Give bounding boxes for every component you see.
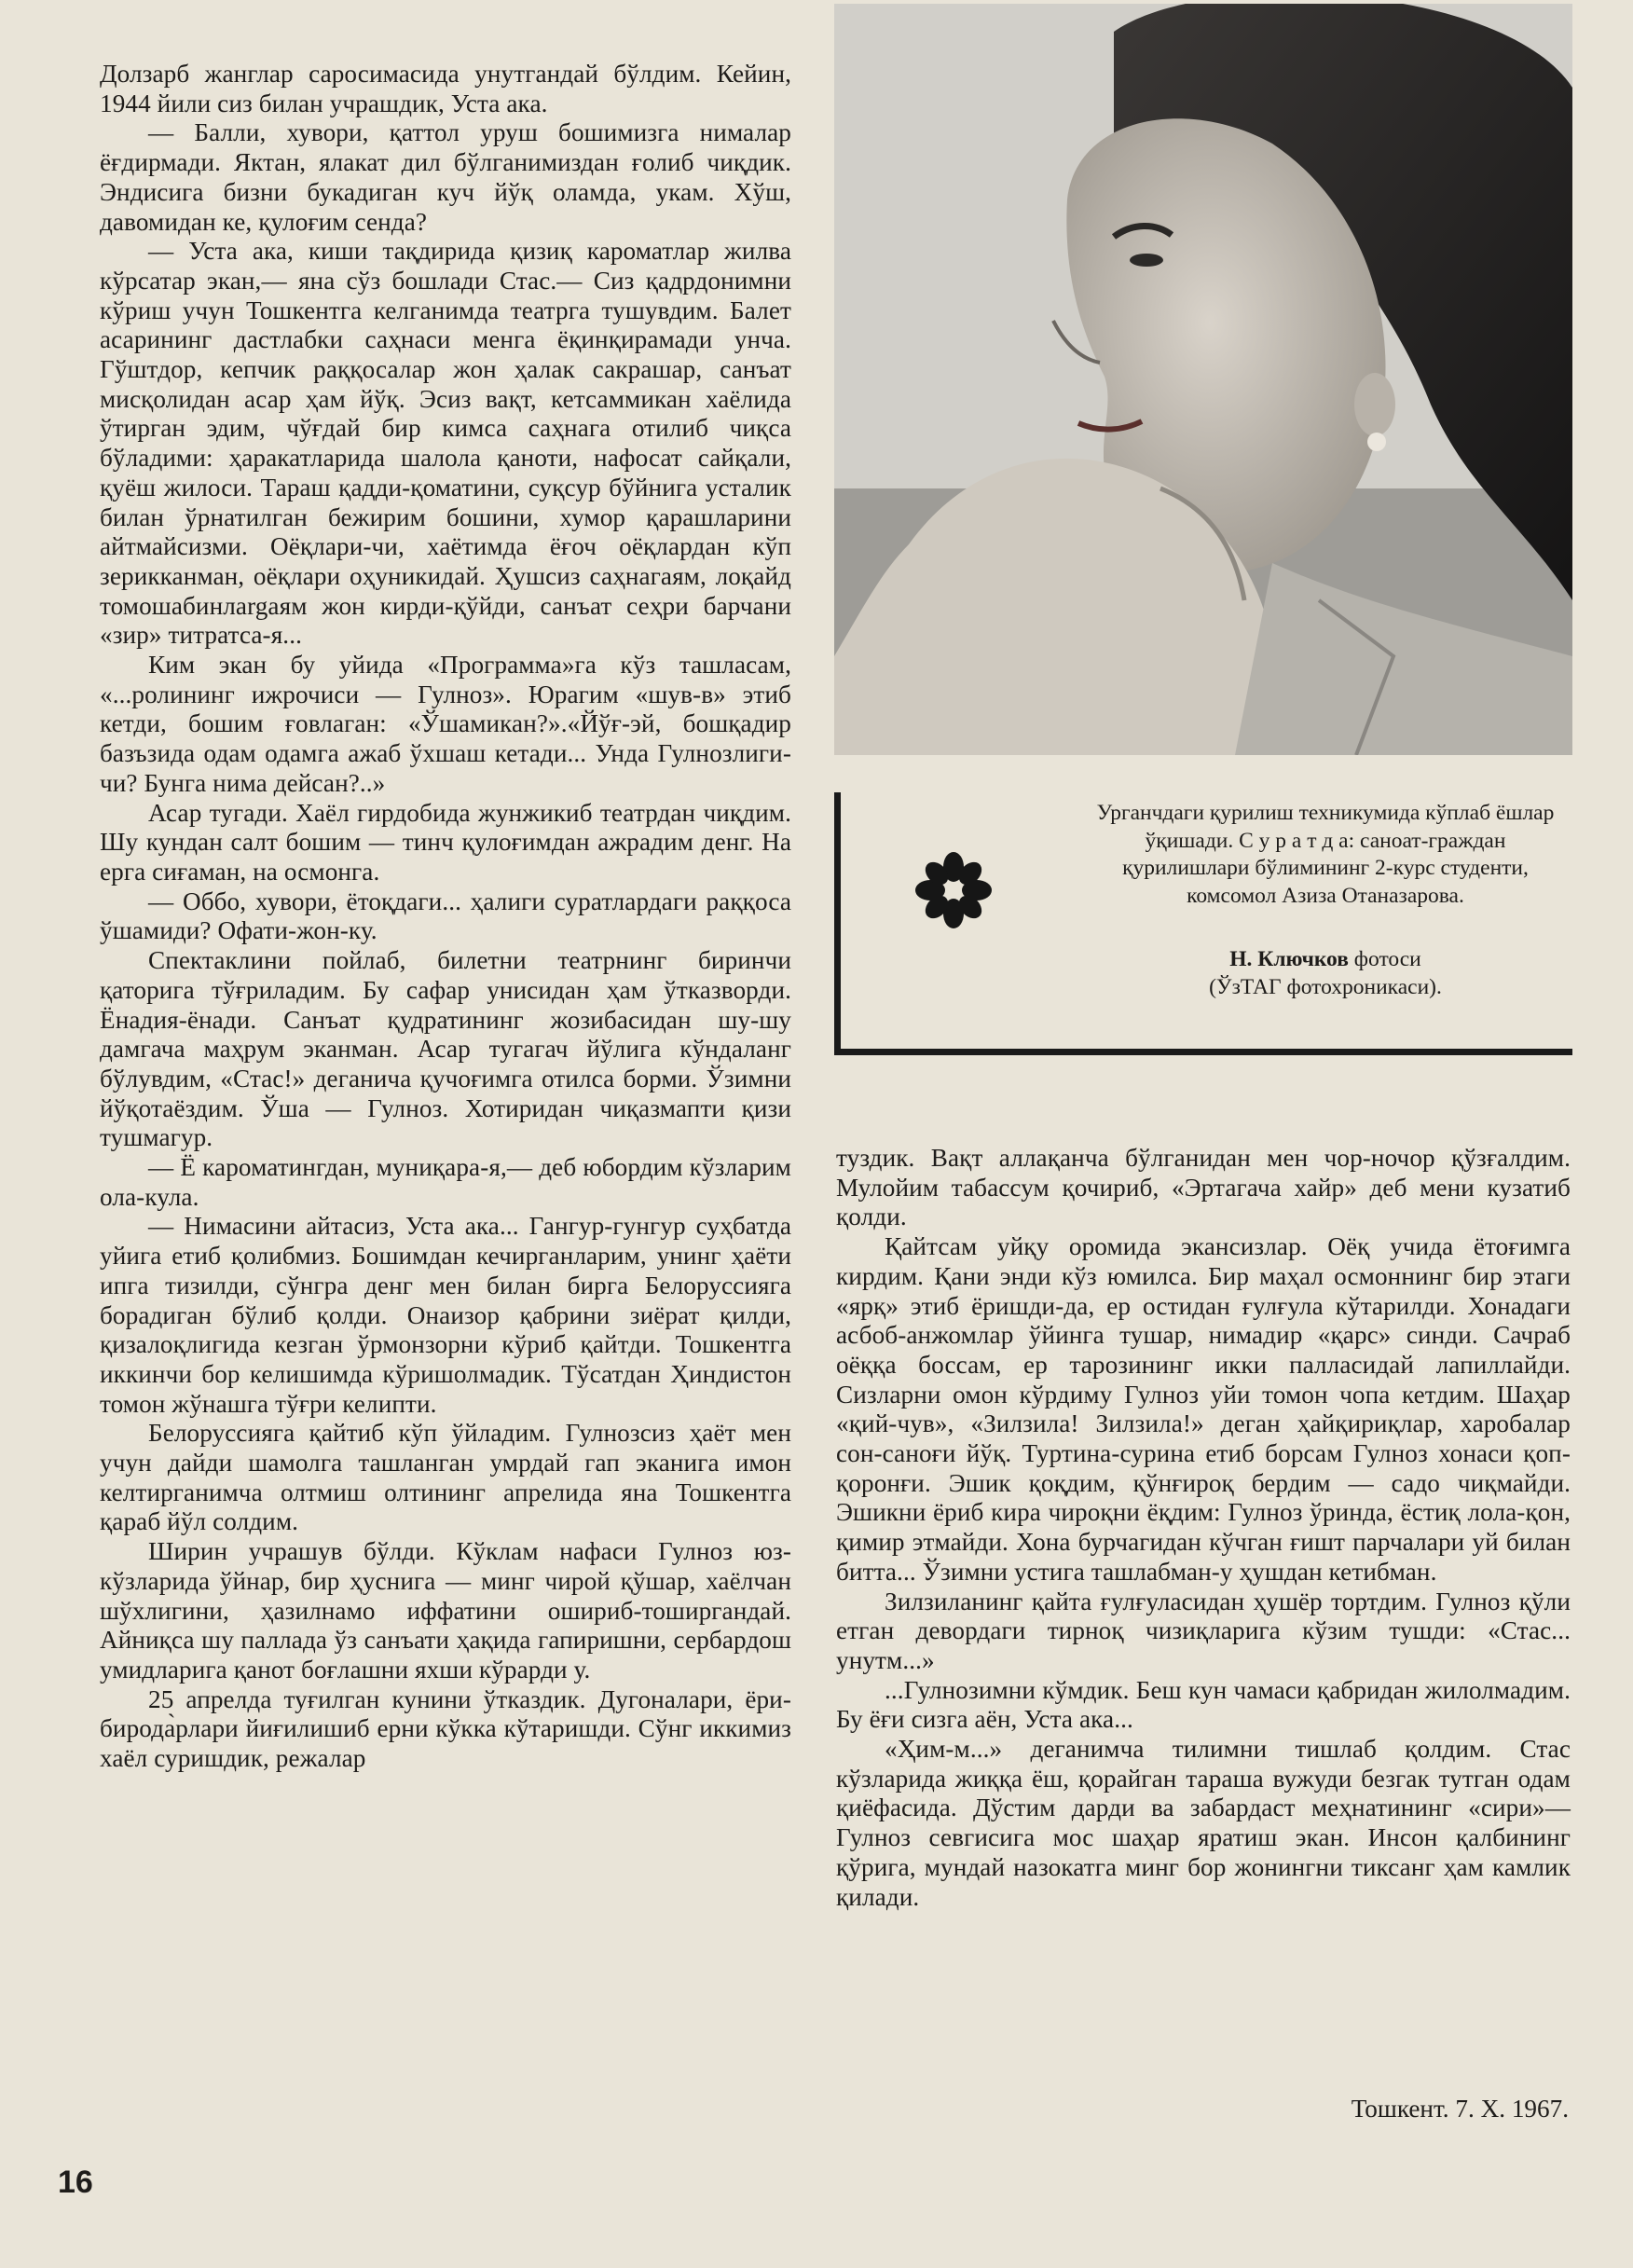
paragraph-14: Зилзиланинг қайта ғулғуласидан ҳушёр тортдим. Гулноз қўли етган девордаги тирноқ чизиқларига кўзим тушди: «Стас... унутм...» <box>836 1587 1571 1674</box>
photo-credit <box>1092 946 1558 1001</box>
article-signoff: Тошкент. 7. X. 1967. <box>1351 2095 1569 2123</box>
portrait-photo <box>834 4 1572 755</box>
paragraph-1: — Балли, хувори, қаттол уруш бошимизга нималар ёғдирмади. Яктан, ялакат дил бўлганимиздан ғолиб чиқдик. Эндисига бизни букадиган куч йўқ оламда, укам. Хўш, давомидан ке, қулоғим сенда? <box>100 118 791 236</box>
paragraph-12: туздик. Вақт аллақанча бўлганидан мен чор-ночор қўзғалдим. Мулойим табассум қочириб, «Эртагача хайр» деб мени кузатиб қолди. <box>836 1144 1571 1231</box>
photo-caption-box <box>834 792 1572 1055</box>
paragraph-5: — Оббо, хувори, ётоқдаги... ҳалиги суратлардаги раққоса ўшамиди? Офати-жон-ку. <box>100 887 791 945</box>
paragraph-9: Белоруссияга қайтиб кўп ўйладим. Гулнозсиз ҳаёт мен учун дайди шамолга ташланган умрдай гап эканига имон келтирганимча олтмиш олтининг апрелида яна Тошкентга қараб йўл солдим. <box>100 1419 791 1536</box>
left-column <box>100 60 791 1774</box>
paragraph-8: — Нимасини айтасиз, Уста ака... Гангур-гунгур суҳбатда уйига етиб қолибмиз. Бошимдан кечирганларим, унинг ҳаёти ипга тизилди, сўнгра денг мен билан бирга Белоруссияга борадиган бўлиб қолди. Онаизор қабрини зиёрат қилди, қизалоқлигида кезган ўрмонзорни кўриб қайтди. Тошкентга иккинчи бор келишимда кўришолмадик. Тўсатдан Ҳиндистон томон жўнашга тўғри келипти. <box>100 1212 791 1418</box>
paragraph-15: ...Гулнозимни кўмдик. Беш кун чамаси қабридан жилолмадим. Бу ёғи сизга аён, Уста ака... <box>836 1675 1571 1734</box>
portrait-illustration <box>834 4 1572 755</box>
paragraph-2: — Уста ака, киши тақдирида қизиқ кароматлар жилва кўрсатар экан,— яна сўз бошлади Стас.— Сиз қадрдонимни кўриш учун Тошкентга келганимда театрга тушувдим. Балет асарининг дастлабки саҳнаси менга ёқинқирамади унча. Гўштдор, кепчик раққосалар жон ҳалак сакрашар, санъат мисқолидан асар ҳам йўқ. Эсиз вақт, кетсаммикан хаёлида ўтирган эдим, чўғдай бир кимса саҳнага отилиб чиқса бўладими: ҳаракатларида шалола қаноти, нафосат сайқали, қуёш жилоси. Тараш қадди-қоматини, суқсур бўйнига усталик билан ўрнатилган бежирим бошини, хумор қарашларини айтмайсизми. Оёқлари-чи, хаётимда ёғоч оёқлардан кўп зерикканман, оёқлари оҳуникидай. Ҳушсиз саҳнагаям, лоқайд томошабинлargaям жон кирди-қўйди, санъат сеҳри барчани «зир» титратса-я... <box>100 237 791 650</box>
right-column <box>836 1144 1571 1912</box>
paragraph-6: Спектаклини пойлаб, билетни театрнинг биринчи қаторига тўғриладим. Бу сафар унисидан ҳам ўтказворди. Ёнадия-ёнади. Санъат қудратининг жозибасидан шу-шу дамгача маҳрум эканман. Асар тугагач йўлига кўндаланг бўлувдим, «Стас!» деганича қучоғимга отилса борми. Ўзимни йўқотаёздим. Ўша — Гулноз. Хотиридан чиқазмапти қизи тушмагур. <box>100 946 791 1152</box>
paragraph-13: Қайтсам уйқу оромида экансизлар. Оёқ учида ётоғимга кирдим. Қани энди кўз юмилса. Бир маҳал осмоннинг бир этаги «ярқ» этиб ёришди-да, ер остидан ғулғула кўтарилди. Хонадаги асбоб-анжомлар ўйинга тушар, нимадир «қарс» синди. Сачраб оёққа боссам, ер тарозининг икки палласидай лапиллайди. Сизларни омон кўрдиму Гулноз уйи томон чопа кетдим. Шаҳар «қий-чув», «Зилзила! Зилзила!» деган ҳайқириқлар, харобалар сон-саноғи йўқ. Туртина-сурина етиб борсам Гулноз хонаси қоп-қоронғи. Эшик қоқдим, қўнғироқ бердим — садо чиқмайди. Эшикни ёриб кира чироқни ёқдим: Гулноз ўринда, ёстиқ лола-қон, қимир этмайди. Хона бурчагидан кўчган ғишт парчалари уй билан битта... Ўзимни устига ташлабман-у ҳушдан кетибман. <box>836 1232 1571 1586</box>
paragraph-10: Ширин учрашув бўлди. Кўклам нафаси Гулноз юз-кўзларида ўйнар, бир ҳуснига — минг чирой қўшар, хаёлчан шўхлигини, ҳазилнамо иффатини ошириб-тоширгандай. Айниқса шу паллада ўз санъати ҳақида гапиришни, сербардош умидларига қанот боғлашни яхши кўрарди у. <box>100 1537 791 1684</box>
photo-caption: Урганчдаги қурилиш техникумида кўплаб ёшлар ўқишади. С у р а т д а: саноат-граждан қурилишлари бўлимининг 2-курс студенти, комсомол Азиза Отаназарова. <box>1096 801 1555 908</box>
photographer-suffix: фотоси <box>1353 947 1421 971</box>
paragraph-4: Асар тугади. Хаёл гирдобида жунжикиб театрдан чиқдим. Шу кундан салт бошим — тинч қулоғимдан ажрадим денг. На ерга сиғаман, на осмонга. <box>100 798 791 886</box>
paragraph-11: 25 апрелда туғилган кунини ўтказдик. Дугоналари, ёри-бирода̀рлари йиғилишиб ерни кўкка кўтаришди. Сўнг иккимиз хаёл суришдик, режалар <box>100 1684 791 1773</box>
paragraph-7: — Ё кароматингдан, муниқара-я,— деб юбордим кўзларим ола-кула. <box>100 1153 791 1211</box>
page-number: 16 <box>58 2165 93 2200</box>
paragraph-0: Долзарб жанглар саросимасида унутгандай бўлдим. Кейин, 1944 йили сиз билан учрашдик, Уста ака. <box>100 60 791 117</box>
asterisk-ornament-icon <box>912 848 995 932</box>
paragraph-3: Ким экан бу уйида «Программа»га кўз ташласам, «...ролининг ижрочиси — Гулноз». Юрагим «шув-в» этиб кетди, бошим ғовлаган: «Ўшамикан?».«Йўғ-эй, бошқадир базъзида одам одамга ажаб ўхшаш кетади... Унда Гулнозлиги-чи? Бунга нима дейсан?..» <box>100 651 791 797</box>
paragraph-16: «Ҳим-м...» деганимча тилимни тишлаб қолдим. Стас кўзларида жиққа ёш, қорайган тараша вужуди безгак тутган одам қиёфасида. Дўстим дарди ва забардаст меҳнатининг «сири»— Гулноз севгисига мос шаҳар яратиш экан. Инсон қалбининг қўрига, мундай назокатга минг бор жонингни тиксанг ҳам камлик қилади. <box>836 1735 1571 1911</box>
photo-agency: (ЎзТАГ фотохроникаси). <box>1209 974 1442 999</box>
photographer-name: Н. Ключков <box>1229 947 1349 971</box>
